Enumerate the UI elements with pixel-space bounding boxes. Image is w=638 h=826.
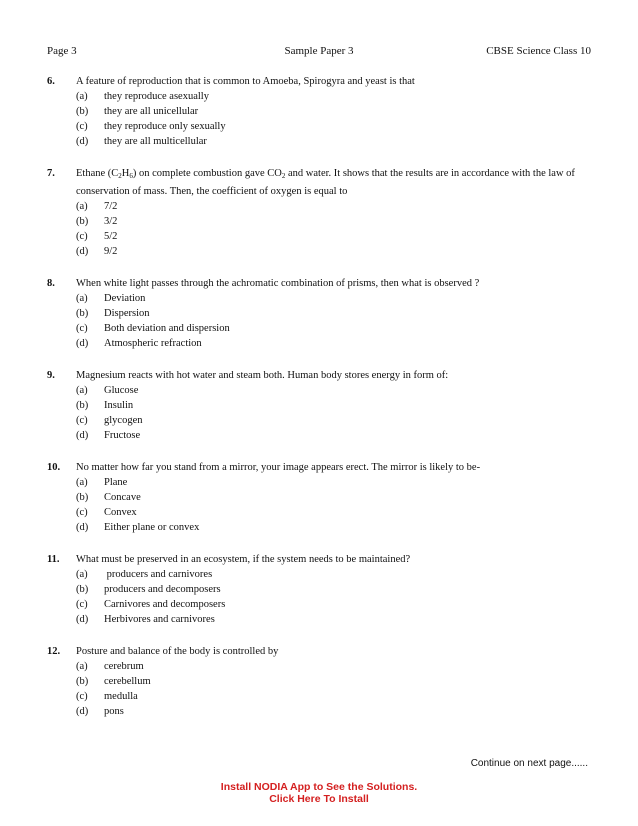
option-a — [76, 199, 593, 214]
question-list — [47, 74, 593, 736]
option-label: (b) — [76, 106, 89, 117]
option-label: (c) — [76, 507, 88, 518]
option-c — [76, 119, 593, 134]
option-a — [76, 659, 593, 674]
option-b — [76, 104, 593, 119]
option-label: (d) — [76, 706, 89, 717]
option-d — [76, 612, 593, 627]
option-a — [76, 475, 593, 490]
question-6 — [47, 74, 593, 149]
question-number: 10. — [47, 462, 61, 473]
question-text: Magnesium reacts with hot water and steam both. Human body stores energy in form of: — [76, 370, 449, 381]
option-text: Both deviation and dispersion — [104, 323, 230, 334]
option-text: Herbivores and carnivores — [104, 614, 215, 625]
option-d — [76, 704, 593, 719]
install-app-text[interactable]: Install NODIA App to See the Solutions. — [220, 781, 418, 793]
option-text: Fructose — [104, 430, 141, 441]
question-text: What must be preserved in an ecosystem, if the system needs to be maintained? — [76, 554, 411, 565]
option-d — [76, 520, 593, 535]
option-label: (c) — [76, 691, 88, 702]
question-number: 8. — [47, 278, 55, 289]
question-text: No matter how far you stand from a mirror, your image appears erect. The mirror is likely to be- — [76, 462, 481, 473]
option-text: Carnivores and decomposers — [104, 599, 226, 610]
option-label: (d) — [76, 136, 89, 147]
option-c — [76, 321, 593, 336]
option-text: Concave — [104, 492, 141, 503]
option-d — [76, 134, 593, 149]
question-8 — [47, 276, 593, 351]
option-b — [76, 306, 593, 321]
option-d — [76, 336, 593, 351]
option-d — [76, 244, 593, 259]
option-a — [76, 383, 593, 398]
option-label: (b) — [76, 216, 89, 227]
option-label: (c) — [76, 599, 88, 610]
question-text: A feature of reproduction that is common to Amoeba, Spirogyra and yeast is that — [76, 76, 415, 87]
option-b — [76, 490, 593, 505]
option-c — [76, 229, 593, 244]
option-label: (c) — [76, 231, 88, 242]
question-text: Ethane $(C_2H_6)$ on complete combustion gave $CO_2$ and water. It shows that the results are in accordance with the law of conservation of mass. Then, the coefficient of oxygen is equal to — [76, 168, 575, 197]
option-text: Insulin — [104, 400, 134, 411]
question-12 — [47, 644, 593, 719]
option-text: Dispersion — [104, 308, 150, 319]
install-app-link[interactable] — [0, 781, 638, 805]
option-text: Either plane or convex — [104, 522, 200, 533]
question-number: 6. — [47, 76, 55, 87]
question-9 — [47, 368, 593, 443]
option-text: producers and decomposers — [104, 584, 221, 595]
question-10 — [47, 460, 593, 535]
option-c — [76, 689, 593, 704]
option-label: (a) — [76, 569, 88, 580]
option-text: 9/2 — [104, 246, 118, 257]
option-label: (c) — [76, 323, 88, 334]
option-label: (c) — [76, 121, 88, 132]
course-title: CBSE Science Class 10 — [486, 45, 591, 57]
option-text: 3/2 — [104, 216, 118, 227]
option-label: (a) — [76, 91, 88, 102]
paper-title: Sample Paper 3 — [284, 45, 354, 57]
option-text: Glucose — [104, 385, 139, 396]
option-a — [76, 291, 593, 306]
question-number: 11. — [47, 554, 60, 565]
option-text: cerebellum — [104, 676, 151, 687]
page-header — [47, 45, 591, 61]
option-label: (d) — [76, 522, 89, 533]
question-text: When white light passes through the achromatic combination of prisms, then what is observed ? — [76, 278, 480, 289]
option-text: medulla — [104, 691, 138, 702]
option-d — [76, 428, 593, 443]
option-text: Deviation — [104, 293, 146, 304]
option-b — [76, 674, 593, 689]
option-text: cerebrum — [104, 661, 144, 672]
option-text: Convex — [104, 507, 137, 518]
option-label: (d) — [76, 338, 89, 349]
option-text: Plane — [104, 477, 128, 488]
option-a — [76, 567, 593, 582]
option-text: they reproduce asexually — [104, 91, 209, 102]
option-label: (b) — [76, 584, 89, 595]
question-number: 12. — [47, 646, 61, 657]
option-text: pons — [104, 706, 124, 717]
continue-note: Continue on next page...... — [470, 758, 588, 769]
option-label: (a) — [76, 201, 88, 212]
option-text: they are all multicellular — [104, 136, 207, 147]
question-number: 7. — [47, 168, 55, 179]
option-text: producers and carnivores — [104, 569, 213, 580]
question-number: 9. — [47, 370, 55, 381]
option-label: (d) — [76, 430, 89, 441]
option-label: (b) — [76, 492, 89, 503]
option-label: (a) — [76, 661, 88, 672]
option-c — [76, 597, 593, 612]
option-label: (d) — [76, 246, 89, 257]
option-c — [76, 505, 593, 520]
question-7 — [47, 166, 593, 259]
option-label: (a) — [76, 385, 88, 396]
option-label: (c) — [76, 415, 88, 426]
option-c — [76, 413, 593, 428]
option-text: 5/2 — [104, 231, 118, 242]
question-11 — [47, 552, 593, 627]
option-text: they are all unicellular — [104, 106, 199, 117]
option-text: glycogen — [104, 415, 143, 426]
option-b — [76, 582, 593, 597]
option-a — [76, 89, 593, 104]
option-text: Atmospheric refraction — [104, 338, 202, 349]
option-b — [76, 398, 593, 413]
option-label: (a) — [76, 477, 88, 488]
option-label: (a) — [76, 293, 88, 304]
question-text: Posture and balance of the body is controlled by — [76, 646, 279, 657]
option-label: (b) — [76, 400, 89, 411]
option-label: (b) — [76, 308, 89, 319]
option-label: (d) — [76, 614, 89, 625]
option-label: (b) — [76, 676, 89, 687]
option-b — [76, 214, 593, 229]
option-text: they reproduce only sexually — [104, 121, 226, 132]
page-number: Page 3 — [47, 45, 77, 57]
option-text: 7/2 — [104, 201, 118, 212]
click-to-install-link[interactable]: Click Here To Install — [269, 793, 369, 805]
